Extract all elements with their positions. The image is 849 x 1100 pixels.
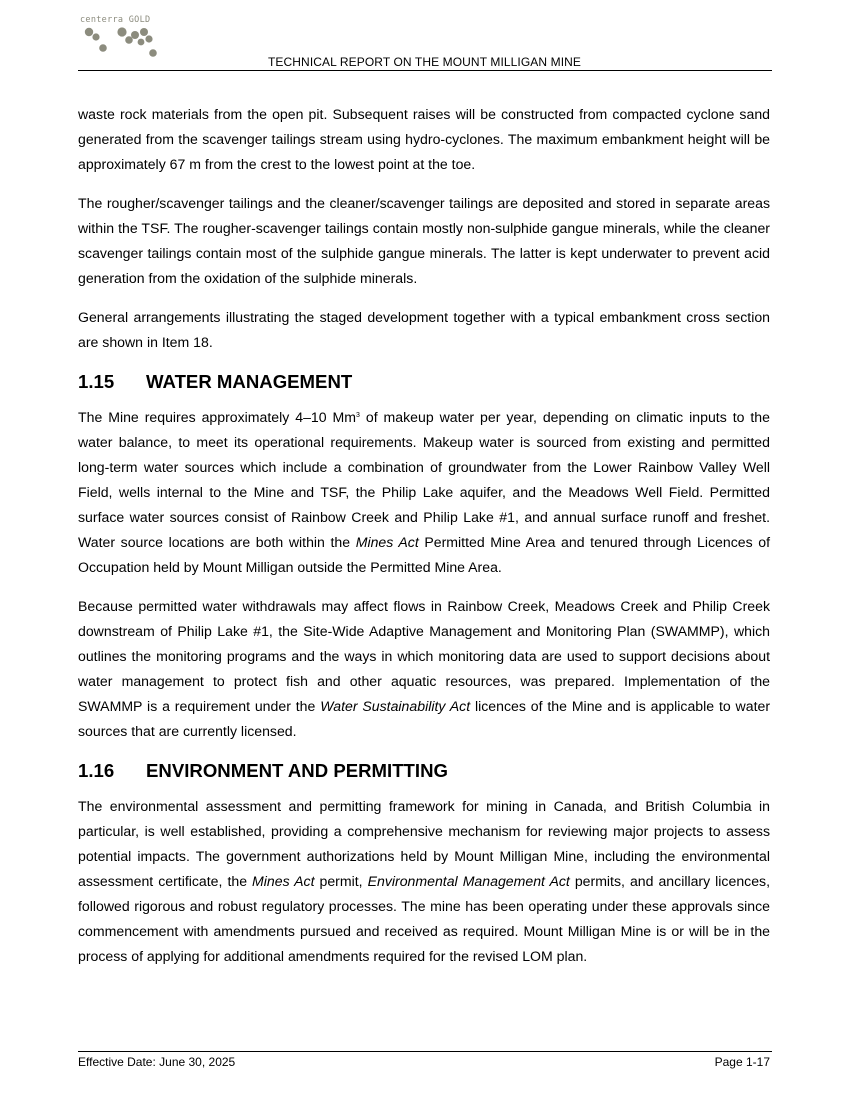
logo-wordmark: centerra GOLD (80, 15, 151, 25)
section-title: WATER MANAGEMENT (146, 371, 353, 392)
section-number: 1.15 (78, 371, 115, 392)
section-title: ENVIRONMENT AND PERMITTING (146, 760, 448, 781)
header-divider (78, 70, 772, 71)
paragraph-waste-rock: waste rock materials from the open pit. Subsequent raises will be constructed from compacted cyclone sand generated from the scavenger tailings stream using hydro-cyclones. The maximum embankment height will be approximately 67 m from the crest to the lowest point at the toe. (78, 106, 770, 172)
paragraph-tailings: The rougher/scavenger tailings and the cleaner/scavenger tailings are deposited and stored in separate areas within the TSF. The rougher-scavenger tailings contain mostly non-sulphide gangue minerals, while the cleaner scavenger tailings contain most of the sulphide gangue minerals. The latter is kept underwater to prevent acid generation from the oxidation of the sulphide minerals. (78, 195, 770, 286)
section-heading-water-management (78, 369, 770, 395)
effective-date: Effective Date: June 30, 2025 (78, 1055, 236, 1069)
paragraph-general-arrangements: General arrangements illustrating the staged development together with a typical embankment cross section are shown in Item 18. (78, 309, 770, 350)
footer-divider (78, 1051, 772, 1052)
page-number: Page 1-17 (714, 1055, 770, 1069)
section-heading-environment-permitting (78, 758, 770, 784)
report-header-title: TECHNICAL REPORT ON THE MOUNT MILLIGAN MINE (267, 55, 581, 69)
paragraph-permitting-framework: The environmental assessment and permitting framework for mining in Canada, and British Columbia in particular, is well established, providing a comprehensive mechanism for reviewing major projects to assess potential impacts. The government authorizations held by Mount Milligan Mine, including the environmental assessment certificate, the Mines Act permit, Environmental Management Act permits, and ancillary licences, followed rigorous and robust regulatory processes. The mine has been operating under these approvals since commencement with amendments pursued and received as required. Mount Milligan Mine is or will be in the process of applying for additional amendments required for the revised LOM plan. (78, 798, 771, 964)
section-number: 1.16 (78, 760, 115, 781)
paragraph-makeup-water: The Mine requires approximately 4–10 Mm$^3$ of makeup water per year, depending on climatic inputs to the water balance, to meet its operational requirements. Makeup water is sourced from existing and permitted long-term water sources which include a combination of groundwater from the Lower Rainbow Valley Well Field, wells internal to the Mine and TSF, the Philip Lake aquifer, and the Meadows Well Field. Permitted surface water sources consist of Rainbow Creek and Philip Lake #1, and annual surface runoff and freshet. Water source locations are both within the Mines Act Permitted Mine Area and tenured through Licences of Occupation held by Mount Milligan outside the Permitted Mine Area. (78, 409, 770, 575)
paragraph-swammp: Because permitted water withdrawals may affect flows in Rainbow Creek, Meadows Creek and Philip Creek downstream of Philip Lake #1, the Site-Wide Adaptive Management and Monitoring Plan (SWAMMP), which outlines the monitoring programs and the ways in which monitoring data are used to support decisions about water management to protect fish and other aquatic resources, was prepared. Implementation of the SWAMMP is a requirement under the Water Sustainability Act licences of the Mine and is applicable to water sources that are currently licensed. (78, 598, 771, 739)
page-body (78, 102, 770, 983)
